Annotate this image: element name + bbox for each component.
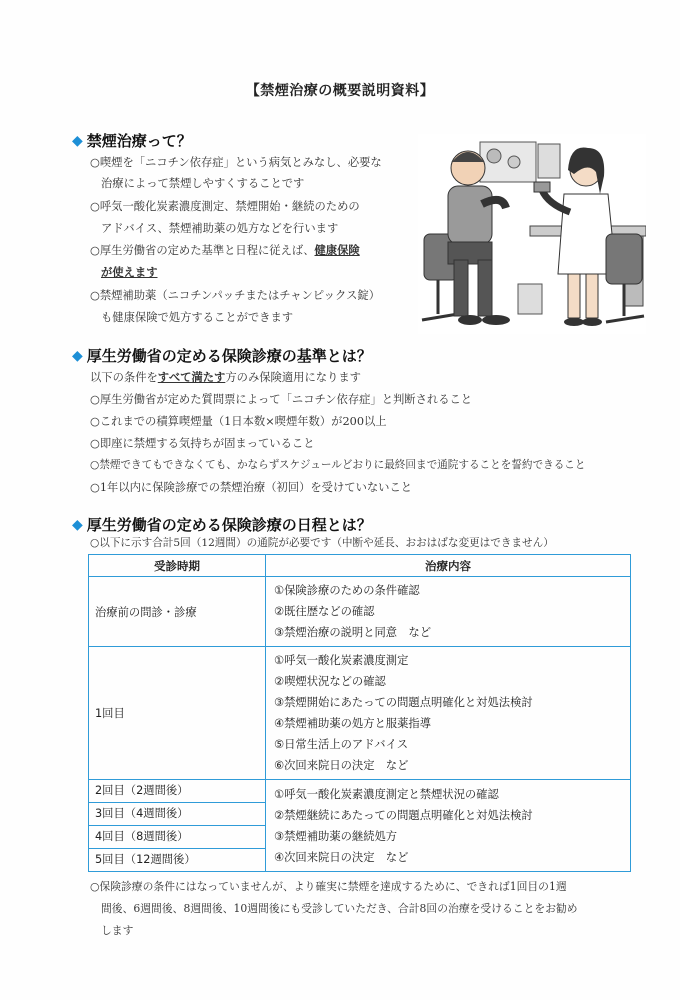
col-header-content: 治療内容 <box>266 555 631 577</box>
content-item: ⑥次回来院日の決定 など <box>274 759 409 772</box>
visit-period: 4回目（8週間後） <box>89 826 265 849</box>
diamond-bullet-icon: ◆ <box>72 516 83 533</box>
condition-item: ○禁煙できてもできなくても、かならずスケジュールどおりに最終回まで通院することを誓約できること <box>90 459 586 471</box>
content-item: ③禁煙治療の説明と同意 など <box>274 626 431 639</box>
diamond-bullet-icon: ◆ <box>72 132 83 149</box>
table-row <box>89 577 631 647</box>
doctor-patient-illustration <box>418 134 646 334</box>
content-cell <box>266 577 631 647</box>
condition-item: ○これまでの積算喫煙量（1日本数×喫煙年数）が200以上 <box>90 415 387 428</box>
content-item: ②禁煙継続にあたっての問題点明確化と対処法検討 <box>274 808 533 822</box>
insurance-emphasis-2: が使えます <box>101 266 158 279</box>
s1-line-5 <box>90 240 360 261</box>
intro-pre: 以下の条件を <box>90 371 158 384</box>
content-item: ⑤日常生活上のアドバイス <box>274 738 409 751</box>
schedule-table <box>88 554 631 872</box>
s1-line-1: ○喫煙を「ニコチン依存症」という病気とみなし、必要な <box>90 156 382 169</box>
content-item: ②既往歴などの確認 <box>274 605 375 618</box>
condition-item: ○1年以内に保険診療での禁煙治療（初回）を受けていないこと <box>90 481 413 494</box>
table-row <box>89 647 631 780</box>
s1-line-8: も健康保険で処方することができます <box>101 311 294 324</box>
footnote-line-1: ○保険診療の条件にはなっていませんが、より確実に禁煙を達成するために、できれば1回目の1週 <box>90 880 567 893</box>
table-row <box>89 780 631 872</box>
section-heading-what-is <box>72 130 192 151</box>
content-item: ③禁煙補助薬の継続処方 <box>274 829 398 843</box>
col-header-period: 受診時期 <box>89 555 266 577</box>
content-item: ①保険診療のための条件確認 <box>274 584 420 597</box>
period-cell: 1回目 <box>89 647 266 780</box>
condition-item: ○厚生労働省が定めた質問票によって「ニコチン依存症」と判断されること <box>90 393 473 406</box>
table-header-row <box>89 555 631 577</box>
content-item: ①呼気一酸化炭素濃度測定と禁煙状況の確認 <box>274 787 499 801</box>
content-item: ①呼気一酸化炭素濃度測定 <box>274 654 409 667</box>
page-title: 【禁煙治療の概要説明資料】 <box>245 83 435 99</box>
condition-item: ○即座に禁煙する気持ちが固まっていること <box>90 437 315 450</box>
heading-text: 厚生労働省の定める保険診療の基準とは？ <box>86 347 372 365</box>
s1-line-5-text: ○厚生労働省の定めた基準と日程に従えば、 <box>90 244 315 257</box>
visit-period: 3回目（4週間後） <box>89 803 265 826</box>
s1-line-6 <box>101 262 158 283</box>
content-item: ④次回来院日の決定 など <box>274 850 409 864</box>
content-item: ②喫煙状況などの確認 <box>274 675 386 688</box>
period-cell: 治療前の問診・診療 <box>89 577 266 647</box>
heading-text: 禁煙治療って？ <box>86 132 192 150</box>
s1-line-3: ○呼気一酸化炭素濃度測定、禁煙開始・継続のための <box>90 200 360 213</box>
s2-intro <box>90 367 361 388</box>
content-item: ④禁煙補助薬の処方と服薬指導 <box>274 717 431 730</box>
s1-line-2: 治療によって禁煙しやすくすることです <box>101 177 305 190</box>
section-heading-schedule <box>72 514 372 535</box>
intro-post: 方のみ保険適用になります <box>225 371 361 384</box>
period-cell-group <box>89 780 266 872</box>
all-conditions-emphasis: すべて満たす <box>157 371 226 384</box>
diamond-bullet-icon: ◆ <box>72 347 83 364</box>
content-cell <box>266 647 631 780</box>
s1-line-4: アドバイス、禁煙補助薬の処方などを行います <box>101 222 339 235</box>
section-heading-criteria <box>72 345 372 366</box>
visit-period: 5回目（12週間後） <box>95 853 196 866</box>
footnote-line-2: 間後、6週間後、8週間後、10週間後にも受診していただき、合計8回の治療を受けることをお勧め <box>101 902 578 915</box>
content-cell <box>266 780 631 872</box>
s1-line-7: ○禁煙補助薬（ニコチンパッチまたはチャンピックス錠） <box>90 289 381 302</box>
schedule-intro: ○以下に示す合計5回（12週間）の通院が必要です（中断や延長、おおはばな変更はできません） <box>90 537 554 549</box>
content-item: ③禁煙開始にあたっての問題点明確化と対処法検討 <box>274 696 533 709</box>
visit-period: 2回目（2週間後） <box>89 780 265 803</box>
insurance-emphasis: 健康保険 <box>314 244 360 257</box>
heading-text: 厚生労働省の定める保険診療の日程とは？ <box>86 516 372 534</box>
footnote-line-3: します <box>101 924 134 937</box>
